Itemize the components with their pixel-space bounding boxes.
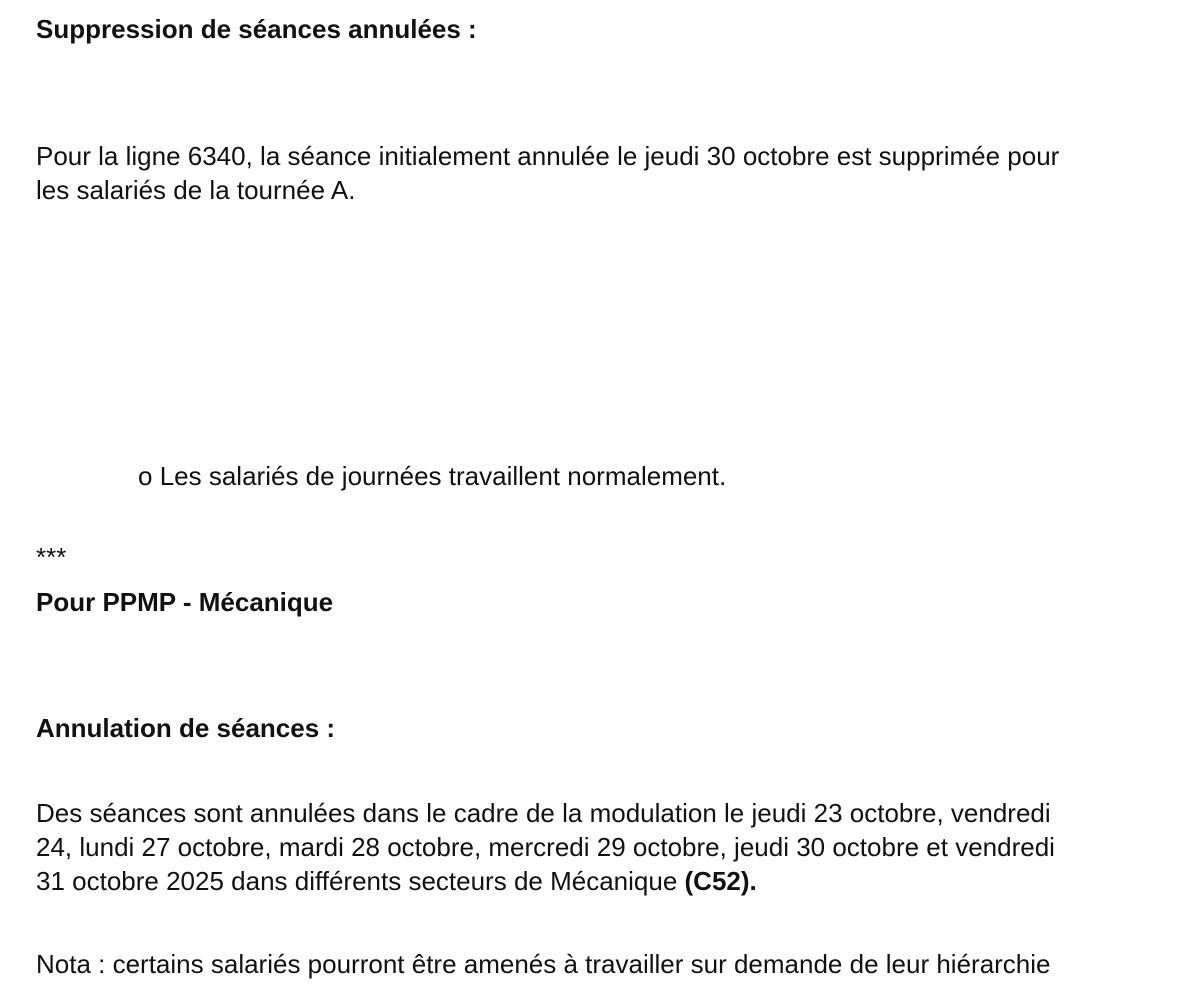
- heading-annulation: Annulation de séances :: [36, 713, 336, 743]
- paragraph-annulation-line-3-text: 31 octobre 2025 dans différents secteurs de Mécanique: [36, 866, 685, 896]
- paragraph-ligne-6340-line-2: les salariés de la tournée A.: [36, 175, 356, 205]
- bullet-marker: o: [138, 461, 153, 491]
- bullet-text: Les salariés de journées travaillent normalement.: [159, 461, 727, 491]
- paragraph-annulation-line-3: [36, 864, 757, 898]
- bullet-item: [138, 459, 726, 493]
- nota-line: Nota : certains salariés pourront être amenés à travailler sur demande de leur hiérarchie: [36, 949, 1051, 979]
- paragraph-ligne-6340-line-1: Pour la ligne 6340, la séance initialement annulée le jeudi 30 octobre est supprimée pour: [36, 141, 1060, 171]
- sector-code: (C52).: [684, 866, 757, 896]
- separator-stars: ***: [36, 542, 67, 572]
- section-title-ppmp: Pour PPMP - Mécanique: [36, 587, 334, 617]
- paragraph-annulation-line-1: Des séances sont annulées dans le cadre de la modulation le jeudi 23 octobre, vendredi: [36, 798, 1051, 828]
- heading-suppression: Suppression de séances annulées :: [36, 14, 477, 44]
- paragraph-annulation-line-2: 24, lundi 27 octobre, mardi 28 octobre, mercredi 29 octobre, jeudi 30 octobre et vendredi: [36, 832, 1055, 862]
